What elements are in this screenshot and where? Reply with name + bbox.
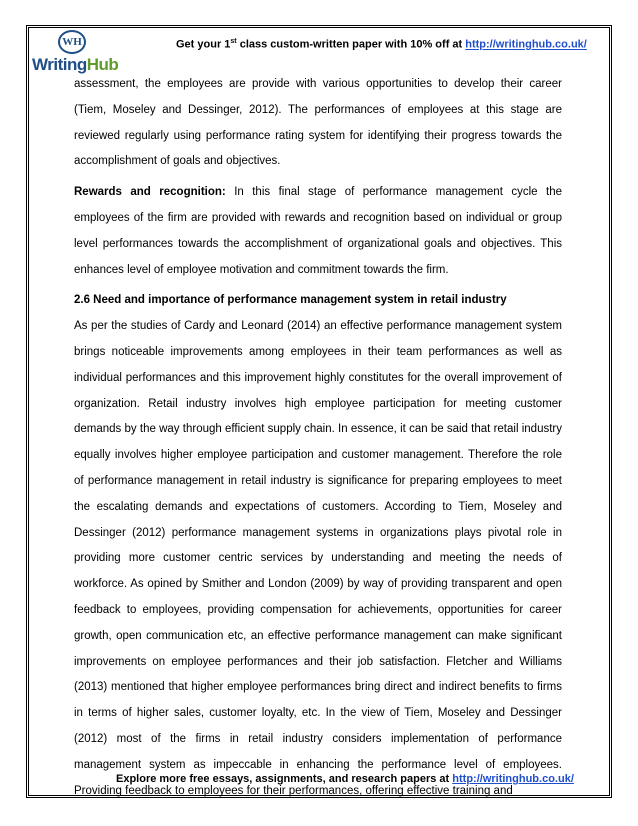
footer-promo: [116, 773, 574, 785]
paragraph-need-importance: As per the studies of Cardy and Leonard (2014) an effective performance management system brings noticeable improvements among employees in their team performances as well as individual performances and this improvement highly constitutes for the overall improvement of organization. Retail industry involves high employee participation for meeting customer demands by the way through efficient supply chain. In essence, it can be said that retail industry equally involves higher employee participation and customer management. Therefore the role of performance management in retail industry is significance for preparing employees to meet the escalating demands and expectations of customers. According to Tiem, Moseley and Dessinger (2012) performance management systems in organizations plays pivotal role in providing more customer centric services by understanding and meeting the needs of workforce. As opined by Smither and London (2009) by way of providing transparent and open feedback to employees, providing compensation for achievements, opportunities for career growth, open communication etc, an effective performance management can make significant improvements on employee performances and their job satisfaction. Fletcher and Williams (2013) mentioned that higher employee performances bring direct and indirect benefits to firms in terms of higher sales, customer loyalty, etc. In the view of Tiem, Moseley and Dessinger (2012) most of the firms in retail industry considers implementation of performance management system as impeccable in enhancing the performance level of employees. Providing feedback to employees for their performances, offering effective training and: [74, 320, 562, 797]
header-text-before: Get your 1: [176, 38, 231, 51]
paragraph-assessment: assessment, the employees are provide with various opportunities to develop their career (Tiem, Moseley and Dessinger, 2012). The performances of employees at this stage are reviewed regularly using performance rating system for identifying their progress towards the accomplishment of goals and objectives.: [74, 78, 562, 168]
header-promo: [176, 38, 587, 51]
logo-badge-icon: [58, 30, 86, 54]
logo-badge-text: WH: [62, 36, 82, 48]
header-superscript: st: [230, 38, 237, 45]
header-link[interactable]: http://writinghub.co.uk/: [465, 38, 587, 51]
rewards-text: In this final stage of performance management cycle the employees of the firm are provided with rewards and recognition based on individual or group level performances towards the accomplishment of organizational goals and objectives. This enhances level of employee motivation and commitment towards the firm.: [74, 186, 562, 276]
writinghub-logo[interactable]: [32, 30, 128, 76]
logo-word-part2: Hub: [86, 55, 119, 74]
rewards-label: Rewards and recognition:: [74, 186, 226, 199]
document-body: [74, 72, 562, 804]
logo-word-part1: Writing: [32, 55, 87, 74]
header-text-after: class custom-written paper with 10% off at: [236, 38, 466, 51]
section-heading: 2.6 Need and importance of performance management system in retail industry: [74, 294, 507, 307]
paragraph-rewards: [74, 180, 562, 283]
footer-link[interactable]: http://writinghub.co.uk/: [452, 773, 574, 785]
footer-text: Explore more free essays, assignments, and research papers at: [116, 773, 453, 785]
